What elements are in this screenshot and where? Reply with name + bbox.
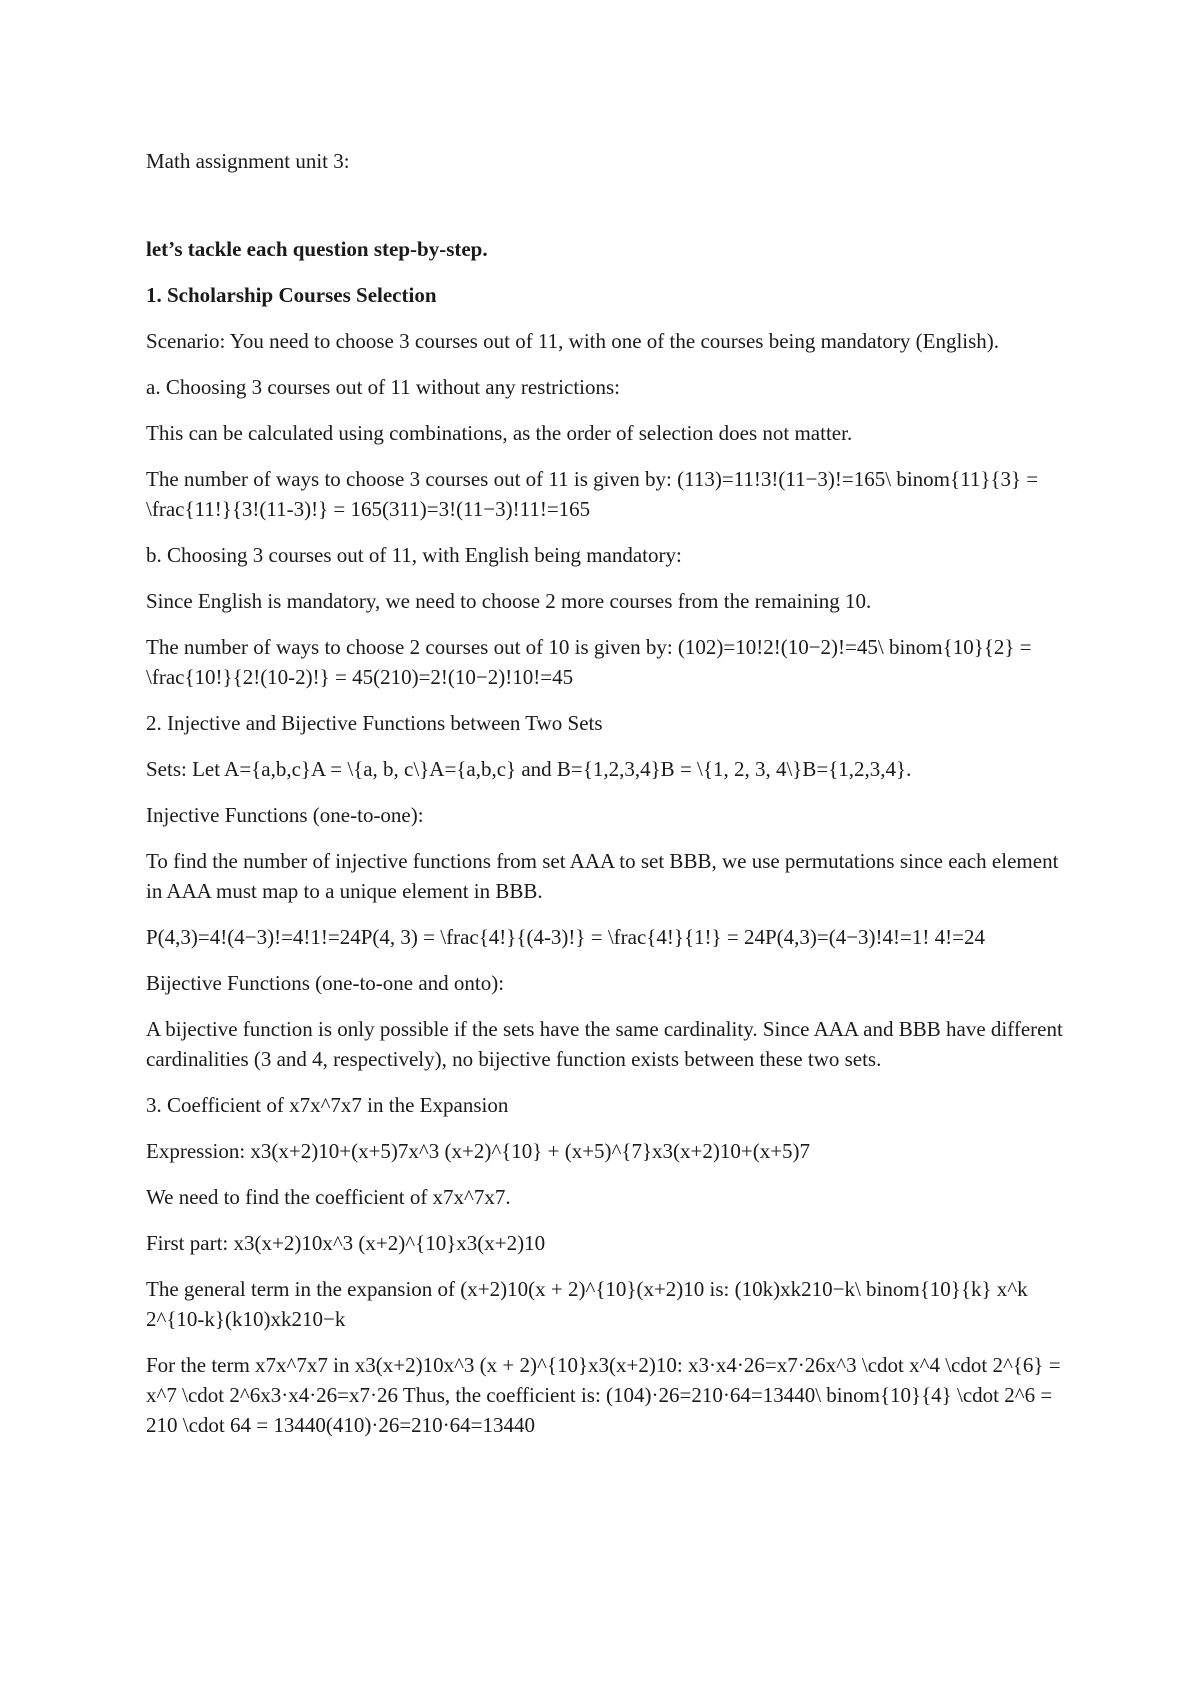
document-page	[146, 146, 1066, 1456]
paragraph: Expression: x3(x+2)10+(x+5)7x^3 (x+2)^{10} + (x+5)^{7}x3(x+2)10+(x+5)7	[146, 1139, 811, 1163]
paragraph: P(4,3)=4!(4−3)!=4!1!=24P(4, 3) = \frac{4!}{(4-3)!} = \frac{4!}{1!} = 24P(4,3)=(4−3)!4!=1! 4!=24	[146, 925, 985, 949]
paragraph: We need to find the coefficient of x7x^7x7.	[146, 1185, 511, 1209]
paragraph: Scenario: You need to choose 3 courses out of 11, with one of the courses being mandatory (English).	[146, 329, 1000, 353]
paragraph: Since English is mandatory, we need to choose 2 more courses from the remaining 10.	[146, 589, 872, 613]
section-heading: 1. Scholarship Courses Selection	[146, 283, 437, 307]
document-title: Math assignment unit 3:	[146, 149, 350, 173]
paragraph: For the term x7x^7x7 in x3(x+2)10x^3 (x + 2)^{10}x3(x+2)10: x3·x4·26=x7·26x^3 \cdot x^4 \cdot 2^{6} = x^7 \cdot 2^6x3·x4·26=x7·26 Thus, the coefficient is: (104)·26=210·64=13440\ binom{10}{4} \cdot 2^6 = 210 \cdot 64 = 13440(410)·26=210·64=13440	[146, 1353, 1061, 1437]
section-heading: let’s tackle each question step-by-step.	[146, 237, 488, 261]
paragraph: This can be calculated using combinations, as the order of selection does not matter.	[146, 421, 853, 445]
paragraph: To find the number of injective functions from set AAA to set BBB, we use permutations since each element in AAA must map to a unique element in BBB.	[146, 849, 1059, 903]
paragraph: The number of ways to choose 3 courses out of 11 is given by: (113)=11!3!(11−3)!=165\ binom{11}{3} = \frac{11!}{3!(11-3)!} = 165(311)=3!(11−3)!11!=165	[146, 467, 1039, 521]
paragraph: Bijective Functions (one-to-one and onto):	[146, 971, 505, 995]
paragraph: Sets: Let A={a,b,c}A = \{a, b, c\}A={a,b,c} and B={1,2,3,4}B = \{1, 2, 3, 4\}B={1,2,3,4}.	[146, 757, 912, 781]
paragraph: A bijective function is only possible if the sets have the same cardinality. Since AAA and BBB have different cardinalities (3 and 4, respectively), no bijective function exists between these two sets.	[146, 1017, 1063, 1071]
paragraph: 3. Coefficient of x7x^7x7 in the Expansion	[146, 1093, 509, 1117]
paragraph: Injective Functions (one-to-one):	[146, 803, 424, 827]
paragraph: The general term in the expansion of (x+2)10(x + 2)^{10}(x+2)10 is: (10k)xk210−k\ binom{10}{k} x^k 2^{10-k}(k10)xk210−k	[146, 1277, 1028, 1331]
paragraph: 2. Injective and Bijective Functions between Two Sets	[146, 711, 603, 735]
paragraph: a. Choosing 3 courses out of 11 without any restrictions:	[146, 375, 620, 399]
paragraph: First part: x3(x+2)10x^3 (x+2)^{10}x3(x+2)10	[146, 1231, 546, 1255]
paragraph: The number of ways to choose 2 courses out of 10 is given by: (102)=10!2!(10−2)!=45\ binom{10}{2} = \frac{10!}{2!(10-2)!} = 45(210)=2!(10−2)!10!=45	[146, 635, 1032, 689]
document-body	[146, 234, 1066, 1440]
paragraph: b. Choosing 3 courses out of 11, with English being mandatory:	[146, 543, 682, 567]
